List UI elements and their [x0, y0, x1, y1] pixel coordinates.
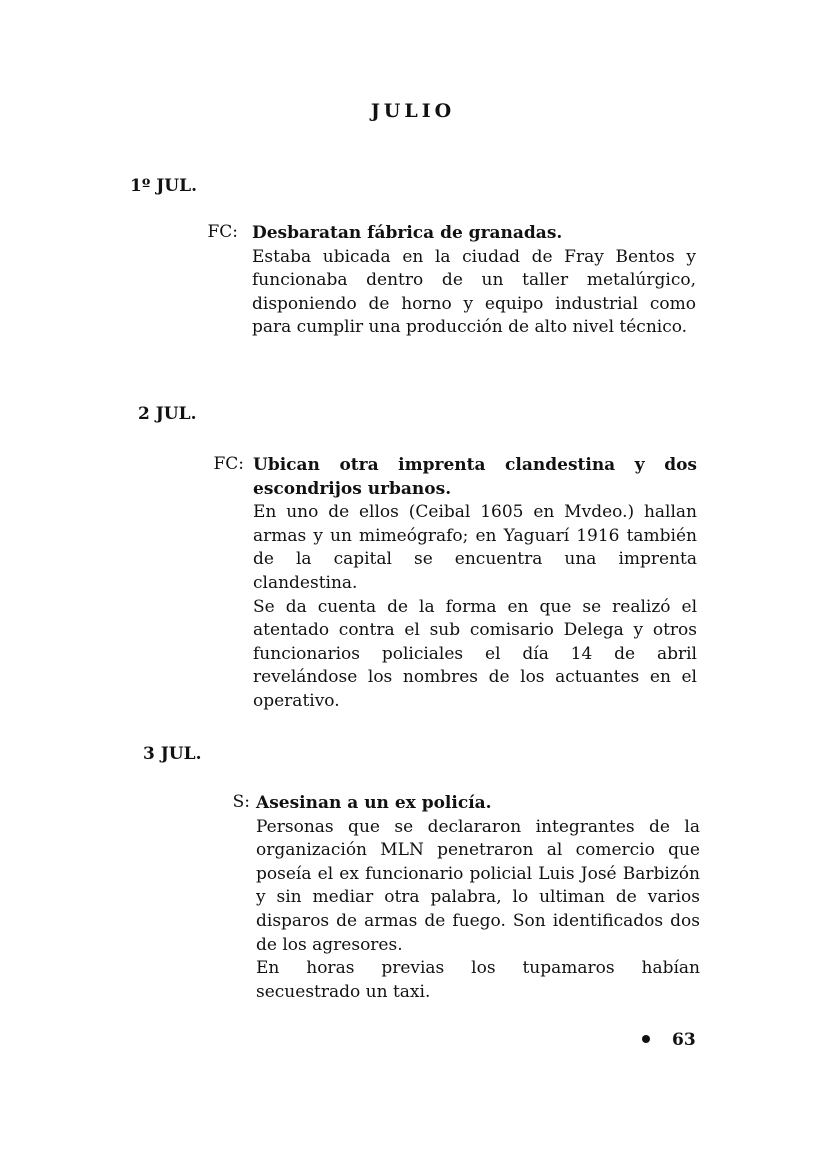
entry-date-3: 3 JUL.	[143, 744, 202, 764]
entry-paragraph: Estaba ubicada en la ciudad de Fray Bentos y funcionaba dentro de un taller metalúrgico, disponiendo de horno y equipo industrial como para cumplir una producción de alto nivel técnico.	[252, 246, 696, 338]
entry-code-1: FC:	[207, 222, 238, 242]
entry-code-2: FC:	[213, 454, 244, 474]
page-number: 63	[672, 1030, 696, 1050]
entry-paragraph: Se da cuenta de la forma en que se realizó el atentado contra el sub comisario Delega y otros funcionarios policiales el día 14 de abril revelándose los nombres de los actuantes en el operativo.	[253, 596, 697, 711]
entry-heading-2: Ubican otra imprenta clandestina y dos escondrijos urbanos.	[253, 455, 697, 499]
entry-paragraph: En uno de ellos (Ceibal 1605 en Mvdeo.) hallan armas y un mimeógrafo; en Yaguarí 1916 también de la capital se encuentra una imprenta clandestina.	[253, 502, 697, 593]
entry-body-2	[253, 454, 697, 714]
page-title: JULIO	[370, 100, 456, 122]
entry-paragraph: Personas que se declararon integrantes de la organización MLN penetraron al comercio que poseía el ex funcionario policial Luis José Barbizón y sin mediar otra palabra, lo ultiman de varios disparos de armas de fuego. Son identificados dos de los agresores.	[256, 816, 700, 955]
entry-body-3	[256, 792, 700, 1004]
entry-paragraph: En horas previas los tupamaros habían secuestrado un taxi.	[256, 958, 700, 1002]
entry-date-1: 1º JUL.	[130, 176, 197, 196]
entry-code-3: S:	[232, 792, 250, 812]
bullet-icon	[642, 1035, 650, 1043]
entry-heading-1: Desbaratan fábrica de granadas.	[252, 223, 563, 243]
page-footer	[642, 1030, 696, 1050]
entry-heading-3: Asesinan a un ex policía.	[256, 793, 492, 813]
entry-date-2: 2 JUL.	[138, 404, 197, 424]
entry-body-1	[252, 222, 696, 340]
